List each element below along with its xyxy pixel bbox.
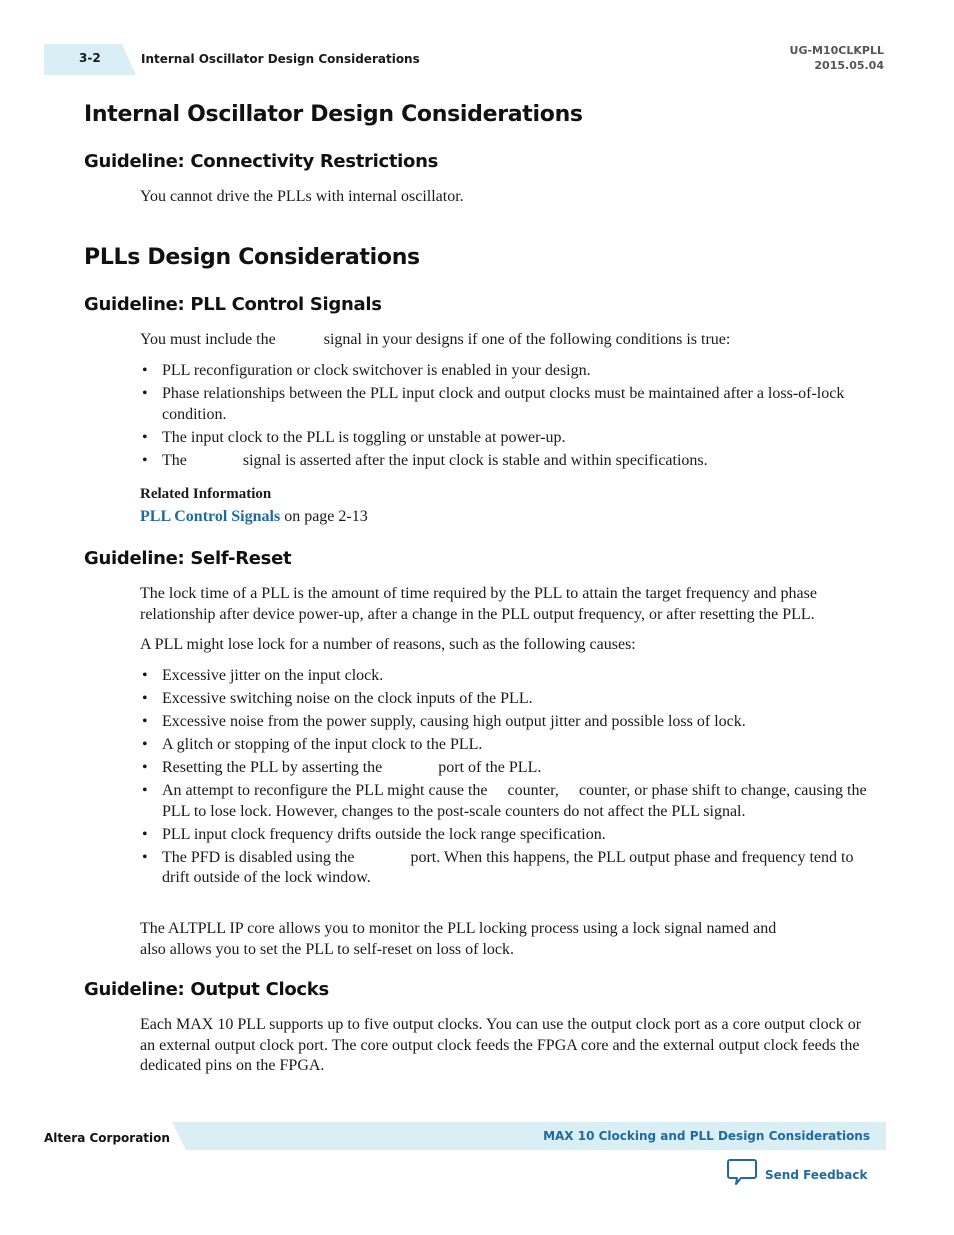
list-item: • An attempt to reconfigure the PLL might cause the counter, counter, or phase shift to change, causing the PLL to lose lock. However, changes to the post-scale counters do not affect the PLL signal. (140, 781, 872, 822)
list-item: • A glitch or stopping of the input clock to the PLL. (140, 735, 872, 756)
doc-id: UG-M10CLKPLL (789, 44, 884, 57)
self-reset-para-1: The lock time of a PLL is the amount of time required by the PLL to attain the target frequency and phase relationship after device power-up, after a change in the PLL output frequency, or after resetting the PLL. (140, 585, 817, 623)
related-information-title: Related Information (140, 486, 272, 502)
output-clocks-text: Each MAX 10 PLL supports up to five output clocks. You can use the output clock port as a core output clock or an external output clock port. The core output clock feeds the FPGA core and the external output clock feeds the dedicated pins on the FPGA. (140, 1016, 862, 1074)
heading-pll-control-signals: Guideline: PLL Control Signals (84, 294, 382, 315)
heading-output-clocks: Guideline: Output Clocks (84, 979, 329, 1000)
footer-doc-title: MAX 10 Clocking and PLL Design Considerations (543, 1129, 870, 1143)
list-item: • Excessive noise from the power supply, causing high output jitter and possible loss of lock. (140, 712, 872, 733)
doc-date: 2015.05.04 (814, 59, 884, 72)
running-header-title: Internal Oscillator Design Considerations (141, 52, 420, 66)
related-information-line (140, 508, 368, 526)
connectivity-text: You cannot drive the PLLs with internal oscillator. (140, 188, 464, 205)
related-page-ref: on page 2-13 (280, 508, 368, 525)
list-item: • PLL input clock frequency drifts outside the lock range specification. (140, 825, 872, 846)
self-reset-para-3: The ALTPLL IP core allows you to monitor the PLL locking process using a lock signal named and also allows you to set the PLL to self-reset on loss of lock. (140, 920, 777, 958)
list-item: • The input clock to the PLL is toggling or unstable at power-up. (140, 428, 872, 449)
heading-self-reset: Guideline: Self-Reset (84, 548, 292, 569)
pll-control-signals-link[interactable]: PLL Control Signals (140, 508, 281, 525)
footer-company: Altera Corporation (44, 1131, 170, 1145)
list-item: • The PFD is disabled using the port. When this happens, the PLL output phase and frequency tend to drift outside of the lock window. (140, 848, 872, 889)
page-number: 3-2 (79, 51, 101, 65)
list-item: • Excessive jitter on the input clock. (140, 666, 872, 687)
list-item: • Resetting the PLL by asserting the port of the PLL. (140, 758, 872, 779)
send-feedback-label: Send Feedback (765, 1167, 868, 1182)
heading-connectivity-restrictions: Guideline: Connectivity Restrictions (84, 151, 439, 172)
pll-control-bullets (140, 361, 872, 474)
heading-plls-design: PLLs Design Considerations (84, 245, 420, 270)
self-reset-para-2: A PLL might lose lock for a number of reasons, such as the following causes: (140, 636, 636, 653)
list-item: • PLL reconfiguration or clock switchover is enabled in your design. (140, 361, 872, 382)
heading-internal-oscillator: Internal Oscillator Design Considerations (84, 102, 583, 127)
list-item: • Excessive switching noise on the clock inputs of the PLL. (140, 689, 872, 710)
pll-control-intro: You must include the signal in your designs if one of the following conditions is true: (140, 331, 731, 348)
speech-bubble-icon (727, 1158, 757, 1191)
list-item: • Phase relationships between the PLL input clock and output clocks must be maintained after a loss-of-lock condition. (140, 384, 872, 425)
list-item: • The signal is asserted after the input clock is stable and within specifications. (140, 451, 872, 472)
send-feedback-button[interactable] (727, 1158, 867, 1191)
self-reset-bullets (140, 666, 872, 891)
doc-id-block (790, 43, 884, 73)
